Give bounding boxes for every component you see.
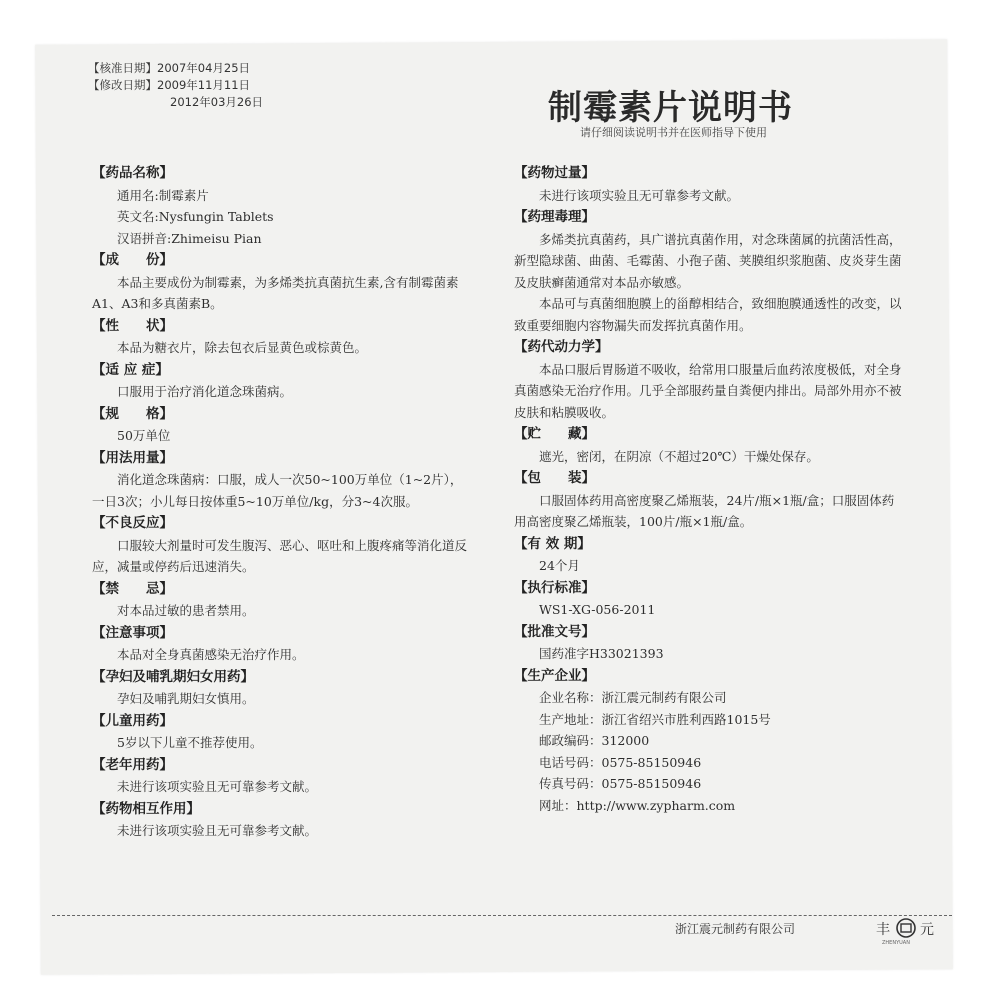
section-text: 本品对全身真菌感染无治疗作用。 xyxy=(117,647,305,662)
section-contraindications xyxy=(92,579,474,622)
company-name: 企业名称：浙江震元制药有限公司 xyxy=(539,690,727,705)
section-text: 孕妇及哺乳期妇女慎用。 xyxy=(117,691,255,706)
pinyin-name: 汉语拼音:Zhimeisu Pian xyxy=(117,230,262,246)
document-subtitle: 请仔细阅读说明书并在医师指导下使用 xyxy=(580,126,767,139)
section-precautions xyxy=(92,623,474,666)
company-postcode: 邮政编码：312000 xyxy=(539,733,650,748)
section-interactions xyxy=(92,799,474,842)
section-text: WS1-XG-056-2011 xyxy=(539,602,656,617)
section-heading: 【执行标准】 xyxy=(514,579,595,596)
section-heading: 【药品名称】 xyxy=(92,165,173,181)
section-text: 未进行该项实验且无可靠参考文献。 xyxy=(539,187,740,203)
section-pharmacokinetics xyxy=(514,337,904,423)
section-text: 消化道念珠菌病：口服，成人一次50~100万单位（1~2片），一日3次；小儿每日按体重5~10万单位/kg，分3~4次服。 xyxy=(92,472,463,509)
section-heading: 【不良反应】 xyxy=(92,515,173,531)
section-description xyxy=(92,316,474,359)
english-name: 英文名:Nysfungin Tablets xyxy=(117,209,274,224)
section-heading: 【贮 藏】 xyxy=(514,426,595,442)
section-storage xyxy=(514,424,904,467)
section-heading: 【规 格】 xyxy=(92,405,173,422)
section-validity xyxy=(514,534,904,577)
section-heading: 【批准文号】 xyxy=(514,623,595,640)
approval-date: 【核准日期】2007年04月25日 xyxy=(88,61,251,75)
section-text: 50万单位 xyxy=(117,428,171,443)
logo-caption: ZHENYUAN xyxy=(882,940,910,946)
section-package xyxy=(514,468,904,533)
section-overdose xyxy=(514,163,904,206)
section-text: 遮光，密闭，在阴凉（不超过20℃）干燥处保存。 xyxy=(539,448,819,464)
section-dosage xyxy=(92,448,474,513)
section-text: 对本品过敏的患者禁用。 xyxy=(117,603,255,618)
section-text: 本品可与真菌细胞膜上的甾醇相结合，致细胞膜通透性的改变，以致重要细胞内容物漏失而发挥抗真菌作用。 xyxy=(514,296,902,333)
svg-text:丰: 丰 xyxy=(876,922,890,938)
section-heading: 【成 份】 xyxy=(92,252,173,268)
section-text: 本品主要成份为制霉素，为多烯类抗真菌抗生素,含有制霉菌素A1、A3和多真菌素B。 xyxy=(92,274,459,311)
section-heading: 【药物过量】 xyxy=(514,165,595,181)
section-pediatric xyxy=(92,711,474,754)
revision-date: 【修改日期】2009年11月11日 xyxy=(88,78,251,92)
section-text: 口服固体药用高密度聚乙烯瓶装，24片/瓶×1瓶/盒；口服固体药用高密度聚乙烯瓶装，100片/瓶×1瓶/盒。 xyxy=(514,492,895,529)
section-manufacturer xyxy=(514,666,904,817)
company-phone: 电话号码：0575-85150946 xyxy=(539,754,702,770)
section-text: 未进行该项实验且无可靠参考文献。 xyxy=(117,823,318,838)
section-standard xyxy=(514,578,904,621)
section-heading: 【药物相互作用】 xyxy=(92,800,200,817)
section-heading: 【老年用药】 xyxy=(92,756,173,773)
bottom-divider xyxy=(52,915,952,916)
section-pharmacology xyxy=(514,207,904,336)
section-heading: 【儿童用药】 xyxy=(92,712,173,729)
section-text: 本品口服后胃肠道不吸收，给常用口服量后血药浓度极低，对全身真菌感染无治疗作用。几乎全部服药量自粪便内排出。局部外用亦不被皮肤和粘膜吸收。 xyxy=(514,361,902,420)
section-heading: 【性 状】 xyxy=(92,317,173,334)
section-heading: 【生产企业】 xyxy=(514,667,595,684)
document-title: 制霉素片说明书 xyxy=(548,88,793,128)
section-geriatric xyxy=(92,755,474,798)
right-column xyxy=(514,162,904,816)
section-drug-name xyxy=(92,163,474,249)
footer-company: 浙江震元制药有限公司 xyxy=(675,922,796,936)
section-heading: 【有 效 期】 xyxy=(514,535,591,552)
company-website: 网址：http://www.zypharm.com xyxy=(539,797,736,813)
section-text: 口服较大剂量时可发生腹泻、恶心、呕吐和上腹疼痛等消化道反应，减量或停药后迅速消失。 xyxy=(92,537,468,574)
section-text: 多烯类抗真菌药，具广谱抗真菌作用，对念珠菌属的抗菌活性高，新型隐球菌、曲菌、毛霉菌、小孢子菌、荚膜组织浆胞菌、皮炎芽生菌及皮肤癣菌通常对本品亦敏感。 xyxy=(514,231,902,290)
section-heading: 【包 装】 xyxy=(514,470,595,486)
revision-date-2: 2012年03月26日 xyxy=(170,95,264,109)
section-adverse-reactions xyxy=(92,513,474,578)
section-heading: 【药代动力学】 xyxy=(514,339,609,355)
section-heading: 【注意事项】 xyxy=(92,624,173,641)
section-heading: 【孕妇及哺乳期妇女用药】 xyxy=(92,668,254,685)
section-text: 24个月 xyxy=(539,558,580,573)
section-heading: 【用法用量】 xyxy=(92,449,173,466)
section-approval-number xyxy=(514,622,904,665)
generic-name: 通用名:制霉素片 xyxy=(117,187,209,203)
section-text: 国药准字H33021393 xyxy=(539,646,664,661)
section-pregnancy xyxy=(92,667,474,710)
section-text: 未进行该项实验且无可靠参考文献。 xyxy=(117,779,318,794)
company-address: 生产地址：浙江省绍兴市胜利西路1015号 xyxy=(539,711,771,727)
section-specification xyxy=(92,404,474,447)
svg-text:元: 元 xyxy=(920,922,934,938)
section-heading: 【禁 忌】 xyxy=(92,580,173,597)
section-composition xyxy=(92,250,474,315)
section-indications xyxy=(92,360,474,403)
section-text: 5岁以下儿童不推荐使用。 xyxy=(117,735,263,750)
section-heading: 【药理毒理】 xyxy=(514,209,595,225)
left-column xyxy=(92,162,474,842)
section-text: 口服用于治疗消化道念珠菌病。 xyxy=(117,384,293,399)
company-logo-icon xyxy=(876,916,954,940)
company-fax: 传真号码：0575-85150946 xyxy=(539,776,702,791)
section-heading: 【适 应 症】 xyxy=(92,361,169,378)
date-block xyxy=(88,60,263,111)
section-text: 本品为糖衣片，除去包衣后显黄色或棕黄色。 xyxy=(117,340,368,355)
